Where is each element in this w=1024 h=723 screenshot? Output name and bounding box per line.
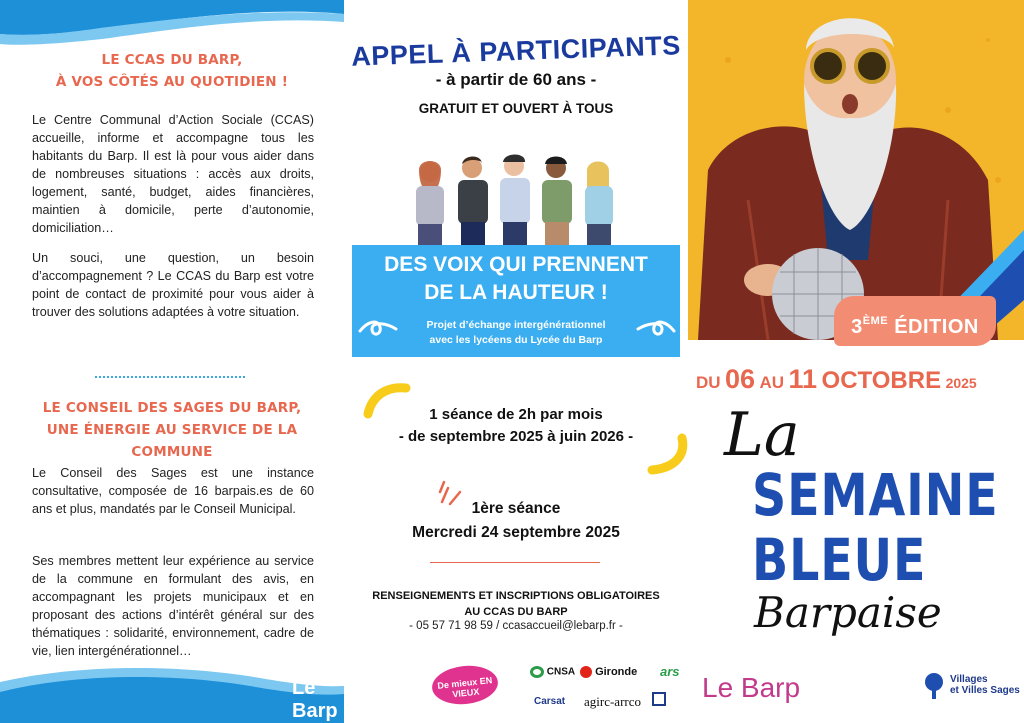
title-semaine: SEMAINE bbox=[752, 461, 999, 529]
dotted-divider bbox=[95, 376, 245, 378]
session-frequency: 1 séance de 2h par mois bbox=[429, 406, 603, 423]
ars-logo: ars bbox=[660, 664, 680, 679]
edition-word: ÉDITION bbox=[894, 316, 979, 338]
dates-du: DU bbox=[696, 373, 721, 392]
ccas-heading-line-1: LE CCAS DU BARP, bbox=[101, 52, 243, 68]
portrait-illustration bbox=[688, 0, 1024, 340]
banner-subtitle-line-1: Projet d’échange intergénérationnel bbox=[426, 319, 606, 331]
title-la: La bbox=[724, 400, 800, 470]
cnsa-logo bbox=[530, 666, 575, 678]
title-bleue: BLEUE bbox=[752, 526, 927, 594]
loop-right-decoration bbox=[636, 317, 676, 341]
section-divider bbox=[430, 562, 600, 563]
le-barp-logo-right: Le Barp bbox=[702, 672, 801, 703]
ccas-description: Le Centre Communal d’Action Sociale (CCAS) accueille, informe et accompagne tous les habitants du Barp. Il est là pour vous aider dans de nombreuses situations : accès aux droits, logement, santé, budget, aides financières, maintien à domicile, perte d’autonomie, domiciliation… bbox=[32, 113, 314, 235]
sages-mission-text: Ses membres mettent leur expérience au service de la commune en formulant des avis, en accompagnant les projets municipaux et en proposant des actions d’intérêt général sur des thématiques : solidarité, environnement, cadre de vie, lien intergénérationnel… bbox=[32, 554, 314, 658]
dates-au: AU bbox=[759, 373, 785, 392]
dates-start-day: 06 bbox=[725, 364, 756, 394]
session-period: - de septembre 2025 à juin 2026 - bbox=[398, 428, 634, 445]
dates-end-day: 11 bbox=[788, 364, 818, 394]
sages-heading-line-2: UNE ÉNERGIE AU SERVICE DE LA COMMUNE bbox=[46, 422, 298, 460]
free-open-notice: GRATUIT ET OUVERT À TOUS bbox=[418, 101, 614, 116]
first-session bbox=[344, 497, 688, 545]
cnsa-logo-text: CNSA bbox=[546, 666, 576, 678]
middle-panel bbox=[344, 0, 688, 723]
dates-month: OCTOBRE bbox=[821, 367, 942, 394]
contact-details: - 05 57 71 98 59 / ccasaccueil@lebarp.fr - bbox=[409, 620, 623, 632]
sages-heading-line-1: LE CONSEIL DES SAGES DU BARP, bbox=[42, 400, 302, 416]
registration-info bbox=[344, 588, 688, 620]
right-panel bbox=[688, 0, 1024, 723]
partner-square-icon bbox=[652, 692, 666, 706]
banner-title bbox=[352, 251, 680, 307]
session-schedule bbox=[344, 404, 688, 448]
ccas-contact-text: Un souci, une question, un besoin d’accompagnement ? Le CCAS du Barp est votre point de contact de proximité pour vous aider à trouver des solutions adaptées à votre situation. bbox=[32, 251, 314, 319]
event-dates bbox=[696, 364, 1024, 395]
tree-icon bbox=[922, 672, 946, 700]
ccas-heading-line-2: À VOS CÔTÉS AU QUOTIDIEN ! bbox=[55, 74, 289, 90]
appel-title: APPEL À PARTICIPANTS bbox=[350, 30, 682, 72]
gironde-logo-text: Gironde bbox=[595, 666, 638, 678]
voices-banner bbox=[352, 245, 680, 357]
de-mieux-en-vieux-logo: De mieux EN VIEUX bbox=[430, 663, 500, 708]
registration-info-line-2: AU CCAS DU BARP bbox=[464, 606, 568, 618]
loop-left-decoration bbox=[358, 317, 398, 341]
first-session-label: 1ère séance bbox=[471, 500, 561, 517]
dates-year: 2025 bbox=[945, 375, 977, 391]
banner-title-line-1: DES VOIX QUI PRENNENT bbox=[384, 253, 648, 276]
first-session-date: Mercredi 24 septembre 2025 bbox=[412, 524, 620, 541]
left-panel bbox=[0, 0, 344, 723]
villages-logo-line-1: Villages bbox=[950, 674, 988, 685]
banner-title-line-2: DE LA HAUTEUR ! bbox=[424, 281, 608, 304]
cnsa-mark-icon bbox=[530, 666, 544, 678]
edition-badge bbox=[834, 296, 996, 346]
edition-number: 3 bbox=[851, 316, 863, 338]
sages-heading bbox=[20, 397, 324, 463]
ccas-heading bbox=[20, 49, 324, 93]
students-illustration bbox=[406, 150, 626, 246]
agirc-arrco-logo: agirc-arrco bbox=[584, 694, 642, 709]
age-requirement: - à partir de 60 ans - bbox=[435, 70, 597, 89]
banner-subtitle bbox=[392, 318, 640, 348]
yellow-arc-bottom bbox=[644, 432, 688, 476]
banner-subtitle-line-2: avec les lycéens du Lycée du Barp bbox=[429, 334, 603, 346]
title-barpaise: Barpaise bbox=[754, 588, 942, 637]
villages-logo-text bbox=[950, 674, 1020, 696]
carsat-logo: Carsat bbox=[534, 696, 566, 707]
le-barp-logo-left: Le Barp bbox=[292, 677, 338, 722]
sages-description: Le Conseil des Sages est une instance consultative, composée de 16 barpais.es de 60 ans et plus, mandatés par le Conseil Municipal. bbox=[32, 466, 314, 516]
registration-info-line-1: RENSEIGNEMENTS ET INSCRIPTIONS OBLIGATOIRES bbox=[372, 590, 660, 602]
gironde-logo bbox=[580, 666, 637, 678]
gironde-mark-icon bbox=[580, 666, 592, 678]
villages-logo-line-2: et Villes Sages bbox=[950, 685, 1020, 696]
edition-suffix: ÈME bbox=[862, 315, 889, 327]
senior-portrait-photo bbox=[688, 0, 1024, 340]
